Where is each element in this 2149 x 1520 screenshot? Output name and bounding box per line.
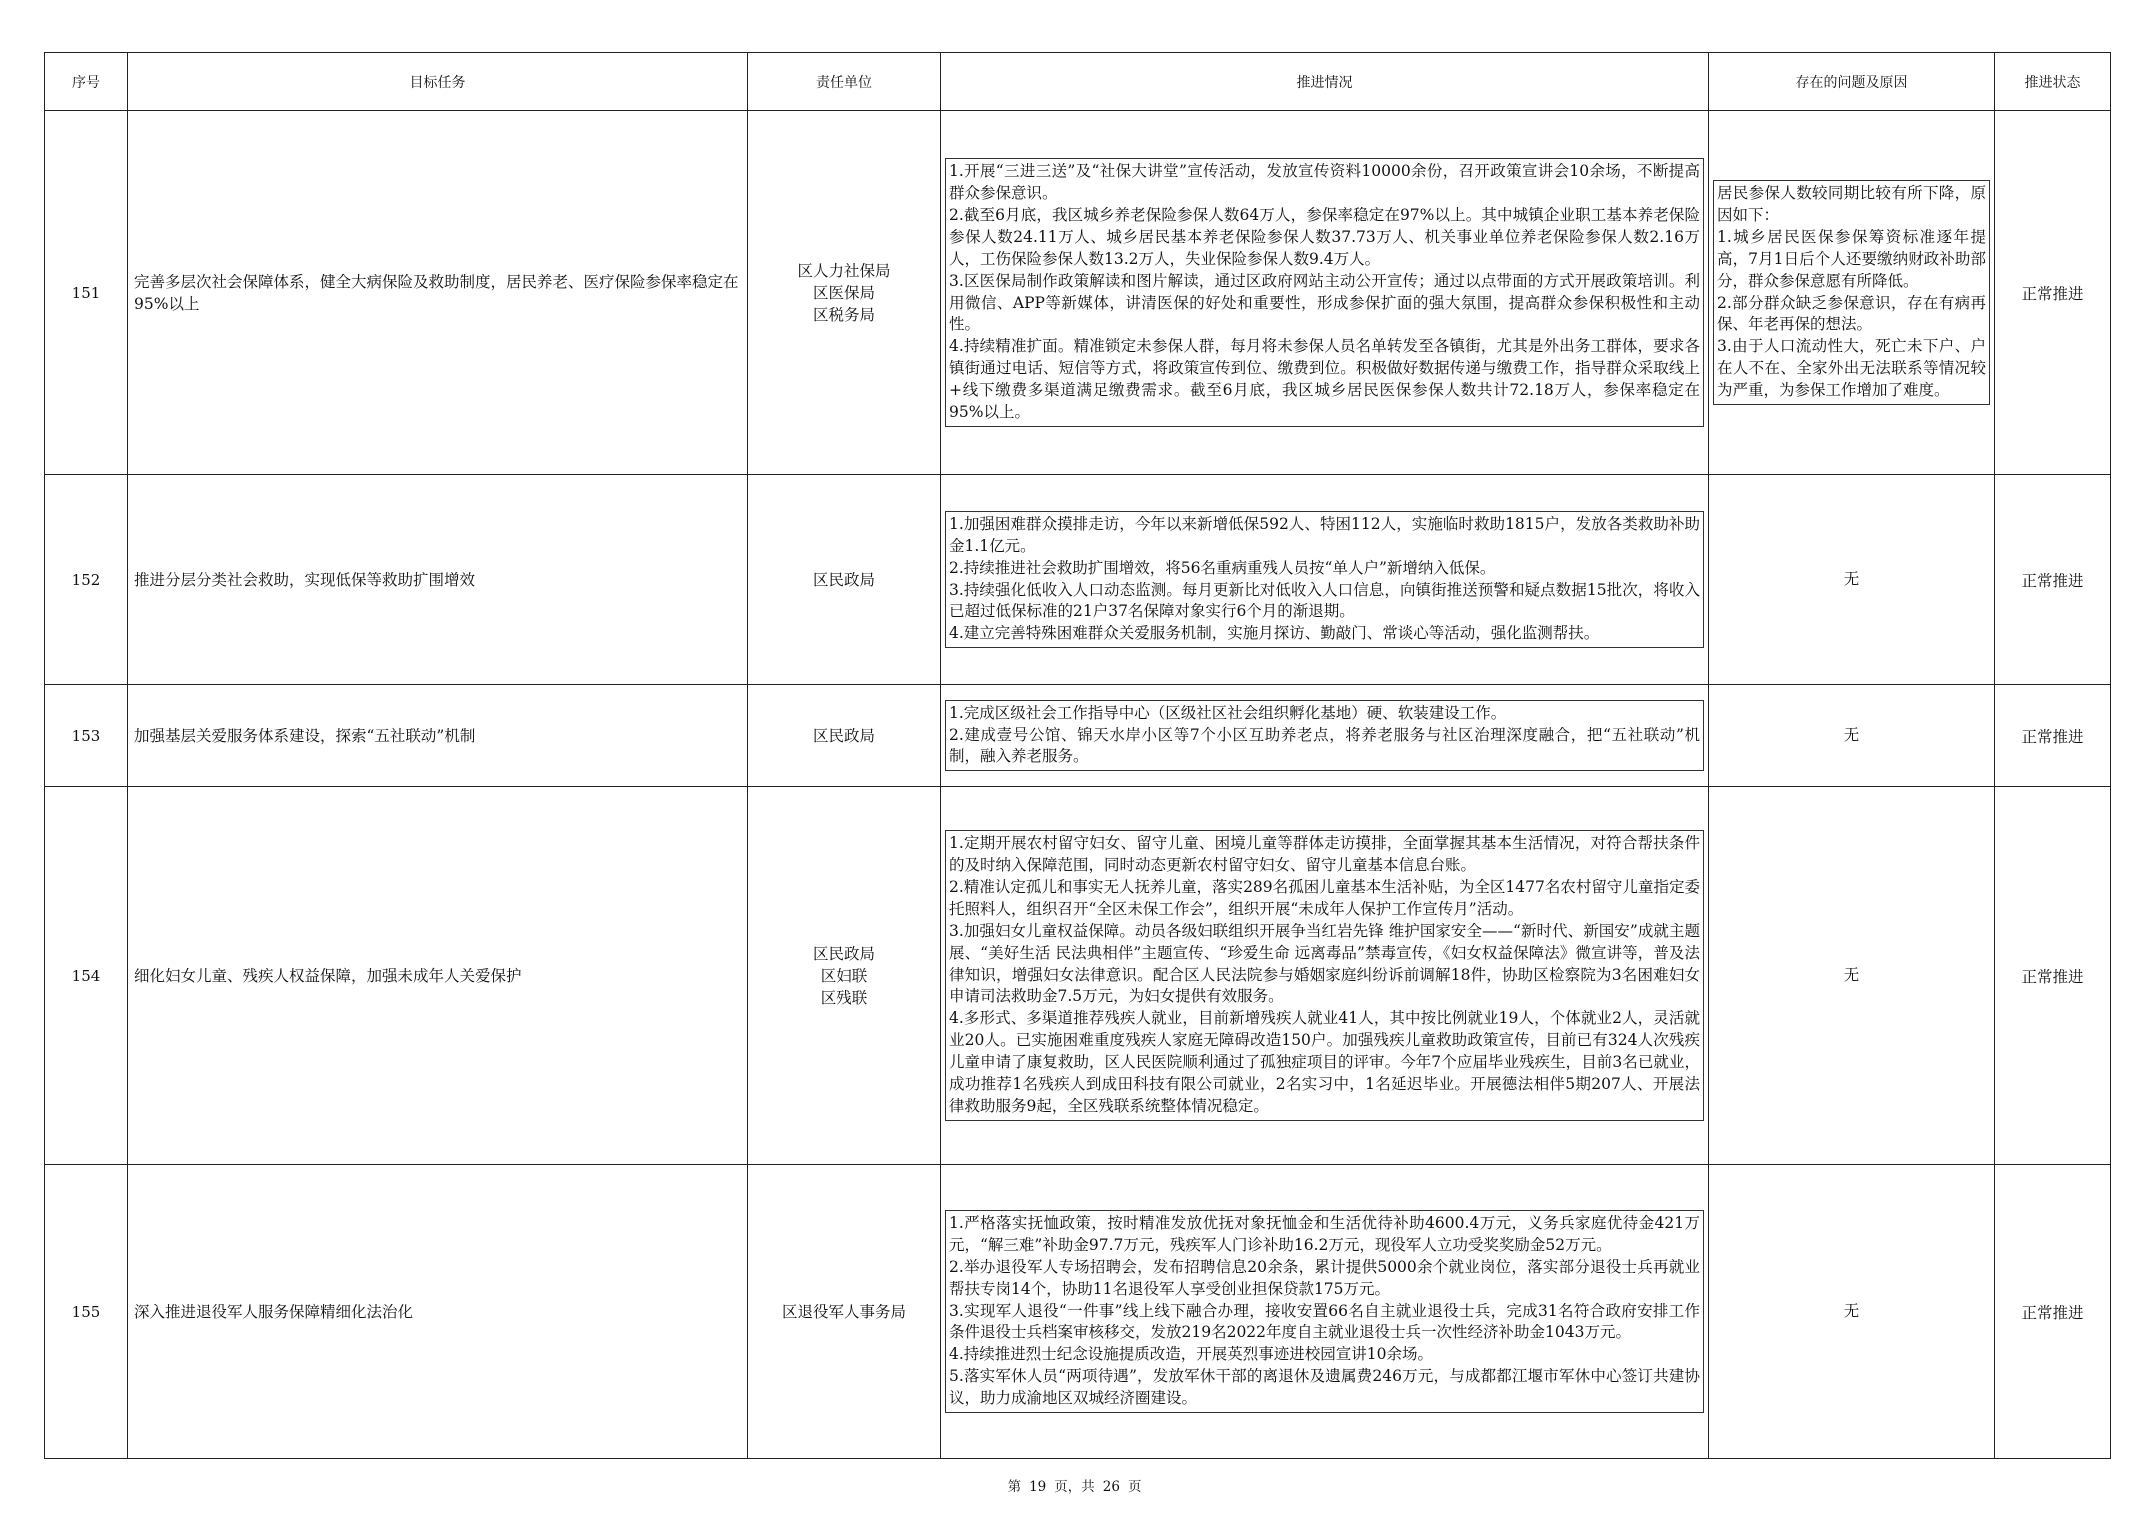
progress-item: 5.落实军休人员“两项待遇”，发放军休干部的离退休及遗属费246万元，与成都都江堰市军休中心签订共建协议，助力成渝地区双城经济圈建设。 [949, 1367, 1700, 1408]
problem-item: 2.部分群众缺乏参保意识，存在有病再保、年老再保的想法。 [1717, 293, 1986, 334]
problem-item: 无 [1843, 965, 1860, 984]
footer-suffix: 页 [1127, 1479, 1142, 1495]
progress-item: 3.区医保局制作政策解读和图片解读，通过区政府网站主动公开宣传；通过以点带面的方式开展政策培训。利用微信、APP等新媒体，讲清医保的好处和重要性，形成参保扩面的强大氛围，提高群众参保积极性和主动性。 [949, 271, 1700, 334]
progress-item: 2.持续推进社会救助扩围增效，将56名重病重残人员按“单人户”新增纳入低保。 [949, 558, 1496, 577]
responsible-unit: 区残联 [820, 988, 868, 1007]
row-number: 151 [45, 111, 128, 475]
progress-item: 4.持续推进烈士纪念设施提质改造，开展英烈事迹进校园宣讲10余场。 [949, 1345, 1434, 1364]
row-status: 正常推进 [1995, 787, 2111, 1165]
row-number: 153 [45, 685, 128, 787]
problem-item: 无 [1843, 725, 1860, 744]
row-problems [1709, 1165, 1995, 1459]
responsible-unit: 区人力社保局 [797, 261, 891, 280]
problem-item: 无 [1843, 569, 1860, 588]
problem-item: 无 [1843, 1301, 1860, 1320]
progress-box [945, 1210, 1704, 1413]
progress-item: 1.定期开展农村留守妇女、留守儿童、困境儿童等群体走访摸排，全面掌握其基本生活情况，对符合帮扶条件的及时纳入保障范围，同时动态更新农村留守妇女、留守儿童基本信息台账。 [949, 834, 1700, 875]
table-row [45, 685, 2111, 787]
progress-box [945, 830, 1704, 1121]
row-progress [941, 787, 1709, 1165]
header-status: 推进状态 [1995, 53, 2111, 111]
row-task: 细化妇女儿童、残疾人权益保障，加强未成年人关爱保护 [128, 787, 748, 1165]
progress-item: 4.持续精准扩面。精准锁定未参保人群，每月将未参保人员名单转发至各镇街，尤其是外出务工群体，要求各镇街通过电话、短信等方式，将政策宣传到位、缴费到位。积极做好数据传递与缴费工作，指导群众采取线上+线下缴费多渠道满足缴费需求。截至6月底，我区城乡居民医保参保人数共计72.18万人，参保率稳定在95%以上。 [949, 337, 1700, 422]
responsible-unit: 区民政局 [812, 944, 875, 963]
row-status: 正常推进 [1995, 685, 2111, 787]
progress-item: 1.开展“三进三送”及“社保大讲堂”宣传活动，发放宣传资料10000余份，召开政策宣讲会10余场，不断提高群众参保意识。 [949, 162, 1700, 202]
progress-item: 1.完成区级社会工作指导中心（区级社区社会组织孵化基地）硬、软装建设工作。 [949, 703, 1507, 722]
header-progress: 推进情况 [941, 53, 1709, 111]
row-status: 正常推进 [1995, 111, 2111, 475]
table-row [45, 111, 2111, 475]
problem-item: 1.城乡居民医保参保筹资标准逐年提高，7月1日后个人还要缴纳财政补助部分，群众参保意愿有所降低。 [1717, 227, 1986, 290]
row-responsible-units [748, 787, 941, 1165]
progress-item: 4.建立完善特殊困难群众关爱服务机制，实施月探访、勤敲门、常谈心等活动，强化监测帮扶。 [949, 624, 1600, 643]
responsible-unit: 区退役军人事务局 [781, 1302, 906, 1321]
header-task: 目标任务 [128, 53, 748, 111]
row-status: 正常推进 [1995, 1165, 2111, 1459]
row-task: 加强基层关爱服务体系建设，探索“五社联动”机制 [128, 685, 748, 787]
row-number: 154 [45, 787, 128, 1165]
problem-item: 居民参保人数较同期比较有所下降，原因如下： [1717, 183, 1986, 224]
row-task: 深入推进退役军人服务保障精细化法治化 [128, 1165, 748, 1459]
row-problems [1709, 111, 1995, 475]
progress-item: 2.精准认定孤儿和事实无人抚养儿童，落实289名孤困儿童基本生活补贴，为全区1477名农村留守儿童指定委托照料人，组织召开“全区未保工作会”，组织开展“未成年人保护工作宣传月”活动。 [949, 877, 1700, 918]
progress-item: 3.持续强化低收入人口动态监测。每月更新比对低收入人口信息，向镇街推送预警和疑点数据15批次，将收入已超过低保标准的21户37名保障对象实行6个月的渐退期。 [949, 580, 1700, 621]
row-progress [941, 1165, 1709, 1459]
row-problems [1709, 685, 1995, 787]
row-responsible-units [748, 685, 941, 787]
problems-box [1712, 1301, 1991, 1323]
row-status: 正常推进 [1995, 475, 2111, 685]
progress-item: 2.建成壹号公馆、锦天水岸小区等7个小区互助养老点，将养老服务与社区治理深度融合，把“五社联动”机制，融入养老服务。 [949, 725, 1700, 766]
row-number: 152 [45, 475, 128, 685]
row-responsible-units [748, 475, 941, 685]
progress-item: 1.严格落实抚恤政策，按时精准发放优抚对象抚恤金和生活优待补助4600.4万元，义务兵家庭优待金421万元，“解三难”补助金97.7万元，残疾军人门诊补助16.2万元，现役军人立功受奖奖励金52万元。 [949, 1213, 1700, 1254]
table-row [45, 787, 2111, 1165]
footer-middle: 页，共 [1054, 1479, 1095, 1495]
progress-box [945, 700, 1704, 772]
responsible-unit: 区民政局 [812, 570, 875, 589]
problems-box [1713, 180, 1990, 405]
responsible-unit: 区民政局 [812, 726, 875, 745]
progress-item: 2.举办退役军人专场招聘会，发布招聘信息20余条，累计提供5000余个就业岗位，落实部分退役士兵再就业帮扶专岗14个，协助11名退役军人享受创业担保贷款175万元。 [949, 1257, 1700, 1298]
progress-item: 1.加强困难群众摸排走访，今年以来新增低保592人、特困112人，实施临时救助1815户，发放各类救助补助金1.1亿元。 [949, 514, 1700, 555]
footer-page-number: 19 [1029, 1479, 1047, 1495]
row-problems [1709, 475, 1995, 685]
table-row [45, 1165, 2111, 1459]
row-task: 推进分层分类社会救助，实现低保等救助扩围增效 [128, 475, 748, 685]
row-task: 完善多层次社会保障体系，健全大病保险及救助制度，居民养老、医疗保险参保率稳定在95%以上 [128, 111, 748, 475]
table-row [45, 475, 2111, 685]
problems-box [1712, 725, 1991, 747]
row-responsible-units [748, 111, 941, 475]
problems-box [1712, 569, 1991, 591]
responsible-unit: 区税务局 [812, 305, 875, 324]
progress-box [945, 511, 1704, 648]
responsible-unit: 区妇联 [820, 966, 868, 985]
row-number: 155 [45, 1165, 128, 1459]
progress-item: 3.加强妇女儿童权益保障。动员各级妇联组织开展争当红岩先锋 维护国家安全——“新时代、新国安”成就主题展、“美好生活 民法典相伴”主题宣传、“珍爱生命 远离毒品”禁毒宣传，《妇女权益保障法》微宣讲等，普及法律知识，增强妇女法律意识。配合区人民法院参与婚姻家庭纠纷诉前调解18件，协助区检察院为3名困难妇女申请司法救助金7.5万元，为妇女提供有效服务。 [949, 921, 1700, 1006]
progress-item: 4.多形式、多渠道推荐残疾人就业，目前新增残疾人就业41人，其中按比例就业19人，个体就业2人，灵活就业20人。已实施困难重度残疾人家庭无障碍改造150户。加强残疾儿童救助政策宣传，目前已有324人次残疾儿童申请了康复救助，区人民医院顺利通过了孤独症项目的评审。今年7个应届毕业残疾生，目前3名已就业，成功推荐1名残疾人到成田科技有限公司就业，2名实习中，1名延迟毕业。开展德法相伴5期207人、开展法律救助服务9起，全区残联系统整体情况稳定。 [949, 1009, 1700, 1115]
row-responsible-units [748, 1165, 941, 1459]
progress-item: 3.实现军人退役“一件事”线上线下融合办理，接收安置66名自主就业退役士兵，完成31名符合政府安排工作条件退役士兵档案审核移交，发放219名2022年度自主就业退役士兵一次性经济补助金1043万元。 [949, 1301, 1700, 1342]
row-progress [941, 685, 1709, 787]
row-progress [941, 475, 1709, 685]
row-progress [941, 111, 1709, 475]
table-body [45, 111, 2111, 1459]
responsible-unit: 区医保局 [812, 283, 875, 302]
progress-box [945, 158, 1704, 427]
progress-table [44, 52, 2111, 1459]
footer-total-pages: 26 [1102, 1479, 1120, 1495]
header-unit: 责任单位 [748, 53, 941, 111]
header-problems: 存在的问题及原因 [1709, 53, 1995, 111]
footer-prefix: 第 [1007, 1479, 1022, 1495]
page-footer [0, 1475, 2149, 1495]
progress-item: 2.截至6月底，我区城乡养老保险参保人数64万人，参保率稳定在97%以上。其中城镇企业职工基本养老保险参保人数24.11万人、城乡居民基本养老保险参保人数37.73万人、机关事业单位养老保险参保人数2.16万人，工伤保险参保人数13.2万人，失业保险参保人数9.4万人。 [949, 205, 1700, 268]
table-header-row [45, 53, 2111, 111]
problem-item: 3.由于人口流动性大，死亡未下户、户在人不在、全家外出无法联系等情况较为严重，为参保工作增加了难度。 [1717, 337, 1986, 400]
problems-box [1712, 965, 1991, 987]
header-no: 序号 [45, 53, 128, 111]
row-problems [1709, 787, 1995, 1165]
